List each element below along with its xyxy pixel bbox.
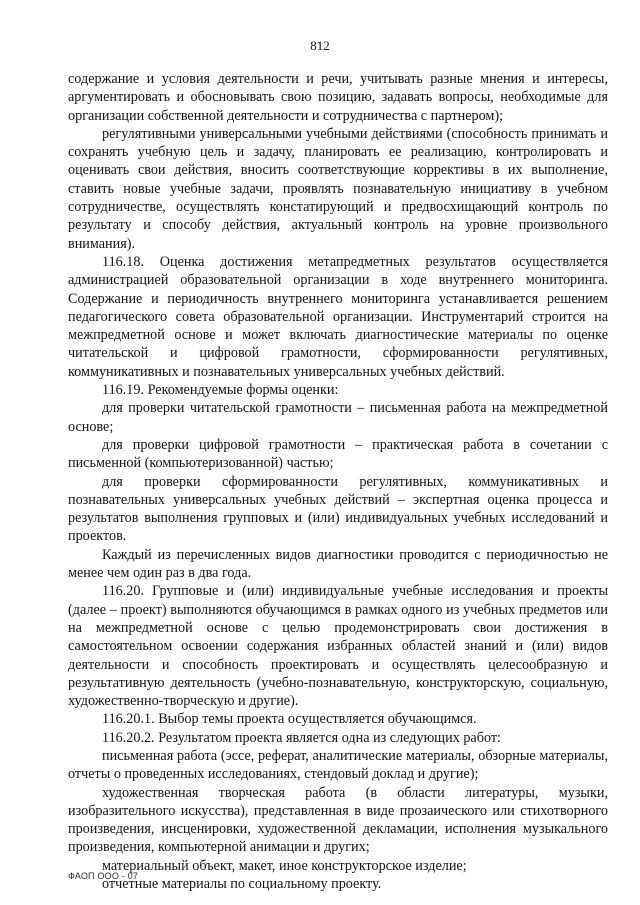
paragraph: содержание и условия деятельности и речи, учитывать разные мнения и интересы, аргументировать и обосновывать свою позицию, задавать вопросы, необходимые для организации собственной деятельности и сотрудничества с партнером); bbox=[68, 71, 608, 124]
footer-label: ФАОП ООО - 07 bbox=[68, 871, 139, 881]
paragraph: для проверки читательской грамотности – письменная работа на межпредметной основе; bbox=[68, 400, 608, 435]
paragraph: регулятивными универсальными учебными действиями (способность принимать и сохранять учебную цель и задачу, планировать ее реализацию, контролировать и оценивать свои действия, вносить соответствующие коррективы в их выполнение, ставить новые учебные задачи, проявлять познавательную инициативу в учебном сотрудничестве, осуществлять констатирующий и предвосхищающий контроль по результату и способу действия, актуальный контроль на уровне произвольного внимания). bbox=[68, 125, 608, 252]
paragraph: 116.20.1. Выбор темы проекта осуществляется обучающимся. bbox=[102, 711, 477, 728]
paragraph: 116.20. Групповые и (или) индивидуальные учебные исследования и проекты (далее – проект) выполняются обучающимся в рамках одного из учебных предметов или на межпредметной основе с целью продемонстрировать свои достижения в самостоятельном освоении содержания избранных областей знаний и (или) видов деятельности и способность проектировать и осуществлять целесообразную и результативную деятельность (учебно-познавательную, конструкторскую, социальную, художественно-творческую и другие). bbox=[68, 583, 608, 710]
paragraph: для проверки цифровой грамотности – практическая работа в сочетании с письменной (компьютеризованной) частью; bbox=[68, 436, 608, 472]
paragraph: 116.19. Рекомендуемые формы оценки: bbox=[102, 382, 339, 399]
paragraph: 116.20.2. Результатом проекта является одна из следующих работ: bbox=[102, 729, 501, 746]
paragraph: материальный объект, макет, иное конструкторское изделие; bbox=[102, 857, 467, 874]
paragraph: для проверки сформированности регулятивных, коммуникативных и познавательных универсальных учебных действий – экспертная оценка процесса и результатов выполнения групповых и (или) индивидуальных учебных исследований и проектов. bbox=[68, 473, 608, 545]
page-number: 812 bbox=[310, 38, 330, 53]
paragraph: отчетные материалы по социальному проекту. bbox=[102, 876, 382, 893]
paragraph: письменная работа (эссе, реферат, аналитические материалы, обзорные материалы, отчеты о проведенных исследованиях, стендовый доклад и другие); bbox=[68, 747, 608, 783]
paragraph: 116.18. Оценка достижения метапредметных результатов осуществляется администрацией образовательной организации в ходе внутреннего мониторинга. Содержание и периодичность внутреннего мониторинга устанавливается решением педагогического совета образовательной организации. Инструментарий строится на межпредметной основе и может включать диагностические материалы по оценке читательской и цифровой грамотности, сформированности регулятивных, коммуникативных и познавательных универсальных учебных действий. bbox=[68, 253, 608, 380]
document-body bbox=[68, 70, 608, 893]
paragraph: Каждый из перечисленных видов диагностики проводится с периодичностью не менее чем один раз в два года. bbox=[68, 546, 608, 582]
paragraph: художественная творческая работа (в области литературы, музыки, изобразительного искусства), представленная в виде прозаического или стихотворного произведения, инсценировки, художественной декламации, исполнения музыкального произведения, компьютерной анимации и других; bbox=[68, 784, 608, 856]
